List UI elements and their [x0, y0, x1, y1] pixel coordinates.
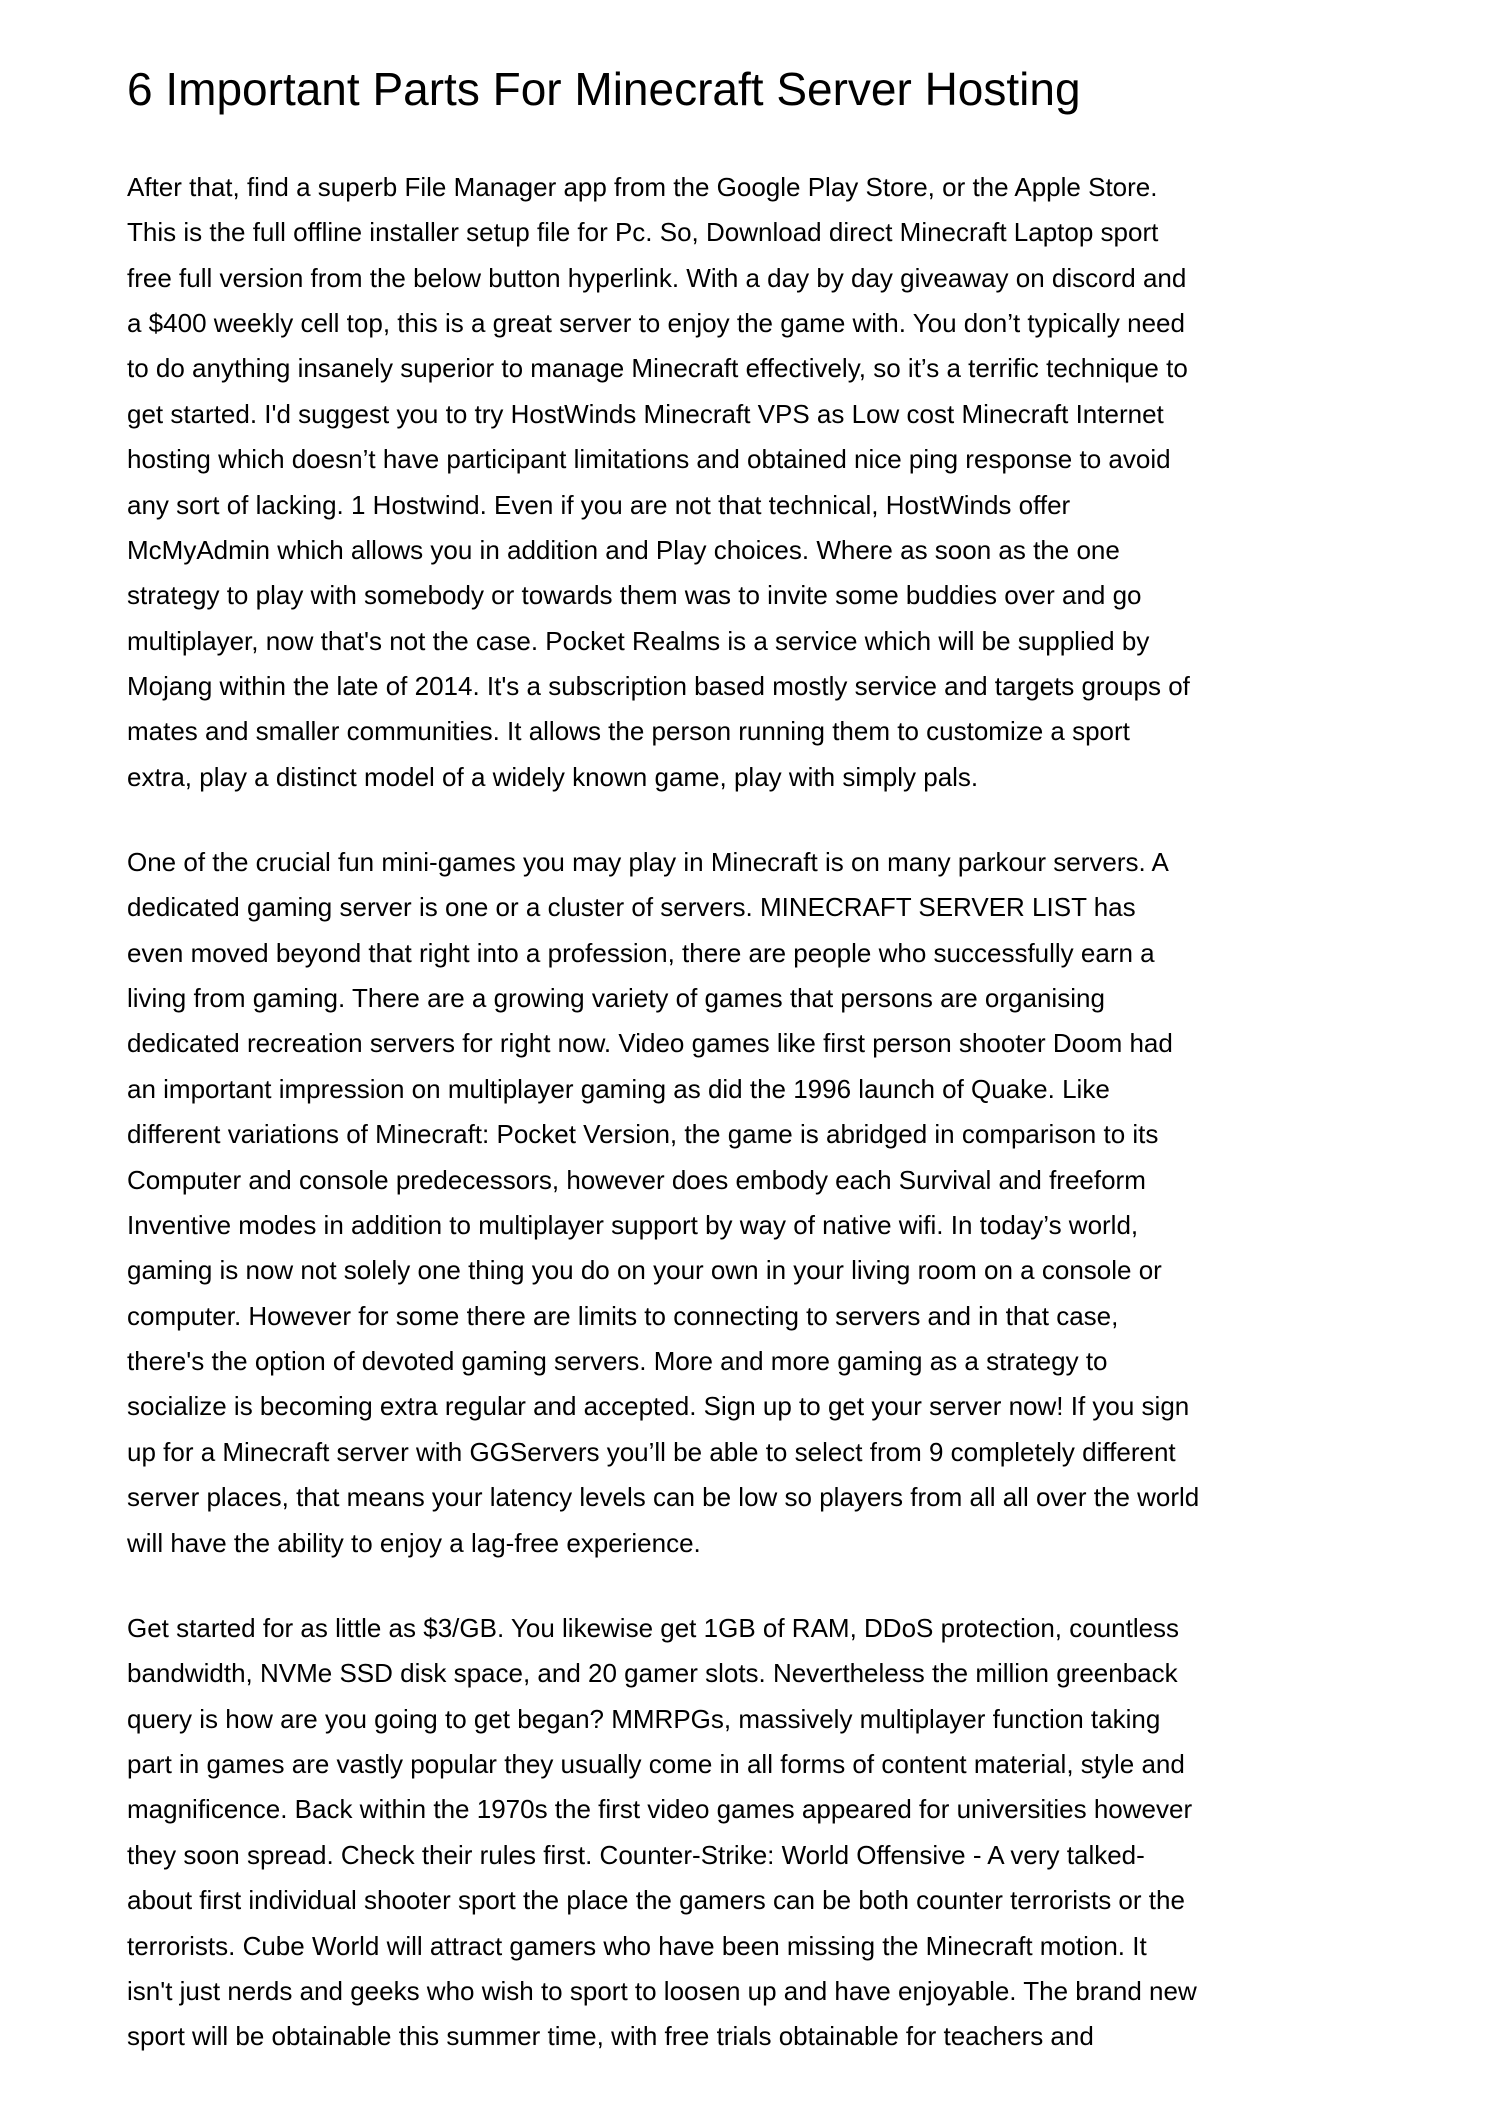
text-line: query is how are you going to get began? MMRPGs, massively multiplayer function taking	[127, 1703, 1161, 1734]
text-line: Computer and console predecessors, however does embody each Survival and freeform	[127, 1164, 1146, 1195]
text-line: Get started for as little as $3/GB. You likewise get 1GB of RAM, DDoS protection, countless	[127, 1612, 1180, 1643]
page-title: 6 Important Parts For Minecraft Server Hosting	[127, 63, 1081, 115]
text-line: dedicated recreation servers for right now. Video games like first person shooter Doom had	[127, 1028, 1173, 1059]
text-line: about first individual shooter sport the place the gamers can be both counter terrorists or the	[127, 1885, 1185, 1916]
text-line: part in games are vastly popular they usually come in all forms of content material, style and	[127, 1748, 1185, 1779]
text-line: get started. I'd suggest you to try HostWinds Minecraft VPS as Low cost Minecraft Internet	[127, 398, 1164, 429]
text-line: will have the ability to enjoy a lag-free experience.	[127, 1527, 701, 1558]
text-line: to do anything insanely superior to manage Minecraft effectively, so it’s a terrific technique to	[127, 353, 1188, 384]
text-line: dedicated gaming server is one or a cluster of servers. MINECRAFT SERVER LIST has	[127, 892, 1136, 923]
text-line: bandwidth, NVMe SSD disk space, and 20 gamer slots. Nevertheless the million greenback	[127, 1658, 1178, 1689]
text-line: strategy to play with somebody or towards them was to invite some buddies over and go	[127, 580, 1142, 611]
text-line: any sort of lacking. 1 Hostwind. Even if you are not that technical, HostWinds offer	[127, 489, 1071, 520]
text-line: sport will be obtainable this summer time, with free trials obtainable for teachers and	[127, 2021, 1094, 2052]
text-line: hosting which doesn’t have participant limitations and obtained nice ping response to avoid	[127, 444, 1171, 475]
text-line: isn't just nerds and geeks who wish to sport to loosen up and have enjoyable. The brand new	[127, 1975, 1197, 2006]
paragraph-2	[127, 840, 1199, 1566]
text-line: After that, find a superb File Manager app from the Google Play Store, or the Apple Store.	[127, 171, 1158, 202]
text-line: server places, that means your latency levels can be low so players from all all over the world	[127, 1482, 1200, 1513]
text-line: free full version from the below button hyperlink. With a day by day giveaway on discord and	[127, 262, 1187, 293]
paragraph-3	[127, 1606, 1197, 2060]
text-line: extra, play a distinct model of a widely known game, play with simply pals.	[127, 761, 979, 792]
text-line: they soon spread. Check their rules first. Counter-Strike: World Offensive - A very talked-	[127, 1839, 1145, 1870]
text-line: McMyAdmin which allows you in addition and Play choices. Where as soon as the one	[127, 534, 1120, 565]
text-line: One of the crucial fun mini-games you may play in Minecraft is on many parkour servers. A	[127, 846, 1169, 877]
text-line: different variations of Minecraft: Pocket Version, the game is abridged in comparison to its	[127, 1119, 1159, 1150]
text-line: terrorists. Cube World will attract gamers who have been missing the Minecraft motion. It	[127, 1930, 1147, 1961]
text-line: magnificence. Back within the 1970s the first video games appeared for universities however	[127, 1794, 1193, 1825]
text-line: even moved beyond that right into a profession, there are people who successfully earn a	[127, 937, 1155, 968]
text-line: living from gaming. There are a growing variety of games that persons are organising	[127, 982, 1105, 1013]
text-line: a $400 weekly cell top, this is a great server to enjoy the game with. You don’t typically need	[127, 307, 1185, 338]
text-line: there's the option of devoted gaming servers. More and more gaming as a strategy to	[127, 1346, 1108, 1377]
text-line: Inventive modes in addition to multiplayer support by way of native wifi. In today’s world,	[127, 1209, 1139, 1240]
text-line: mates and smaller communities. It allows the person running them to customize a sport	[127, 716, 1130, 747]
text-line: an important impression on multiplayer gaming as did the 1996 launch of Quake. Like	[127, 1073, 1110, 1104]
text-line: computer. However for some there are limits to connecting to servers and in that case,	[127, 1300, 1119, 1331]
text-line: gaming is now not solely one thing you do on your own in your living room on a console or	[127, 1255, 1162, 1286]
text-line: Mojang within the late of 2014. It's a subscription based mostly service and targets groups of	[127, 671, 1190, 702]
text-line: This is the full offline installer setup file for Pc. So, Download direct Minecraft Laptop sport	[127, 217, 1159, 248]
text-line: multiplayer, now that's not the case. Pocket Realms is a service which will be supplied by	[127, 625, 1150, 656]
paragraph-1	[127, 165, 1190, 800]
text-line: socialize is becoming extra regular and accepted. Sign up to get your server now! If you sign	[127, 1391, 1190, 1422]
text-line: up for a Minecraft server with GGServers you’ll be able to select from 9 completely different	[127, 1436, 1176, 1467]
